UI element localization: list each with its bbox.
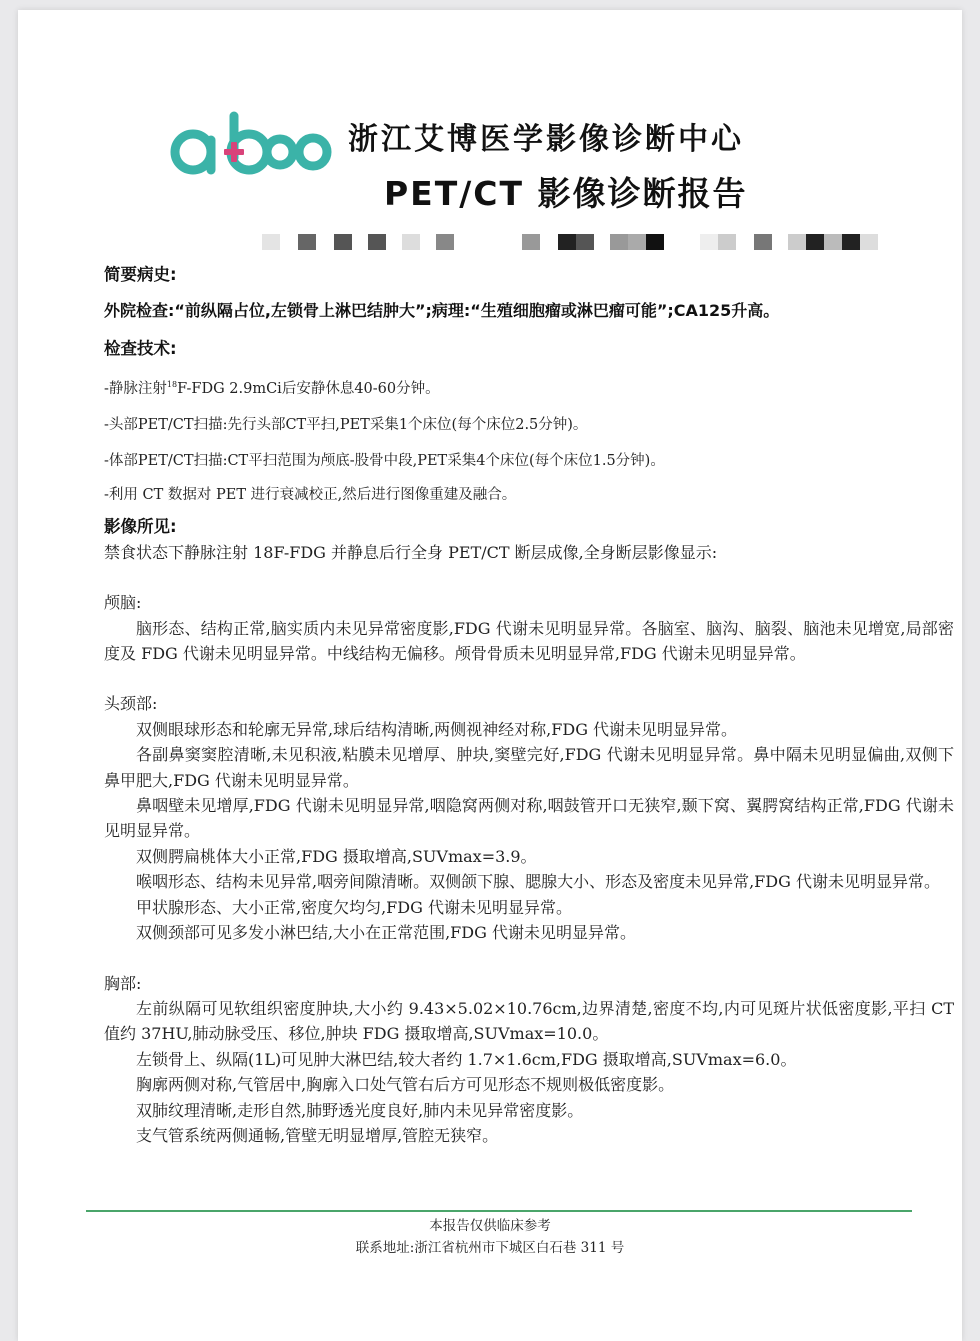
head-neck-paragraph-7: 双侧颈部可见多发小淋巴结,大小在正常范围,FDG 代谢未见明显异常。 bbox=[136, 923, 636, 943]
report-content bbox=[104, 262, 954, 1148]
technique-line-1 bbox=[104, 376, 954, 398]
footer bbox=[18, 1215, 962, 1259]
technique-heading: 检查技术: bbox=[104, 339, 177, 358]
technique-line-1-suffix: F-FDG 2.9mCi后安静休息40-60分钟。 bbox=[177, 380, 440, 397]
chest-paragraph-4: 双肺纹理清晰,走形自然,肺野透光度良好,肺内未见异常密度影。 bbox=[136, 1100, 584, 1120]
report-page bbox=[18, 10, 962, 1341]
isotope-superscript: 18 bbox=[166, 380, 178, 389]
redacted-patient-info bbox=[276, 234, 878, 254]
head-neck-paragraph-6: 甲状腺形态、大小正常,密度欠均匀,FDG 代谢未见明显异常。 bbox=[136, 897, 572, 917]
aboo-logo bbox=[168, 110, 333, 182]
technique-line-3: -体部PET/CT扫描:CT平扫范围为颅底-股骨中段,PET采集4个床位(每个床位1.5分钟)。 bbox=[104, 452, 665, 469]
footer-divider bbox=[86, 1210, 912, 1212]
brain-section-label: 颅脑: bbox=[104, 593, 142, 613]
chest-paragraph-5: 支气管系统两侧通畅,管壁无明显增厚,管腔无狭窄。 bbox=[136, 1125, 499, 1145]
history-text: 外院检查:“前纵隔占位,左锁骨上淋巴结肿大”;病理:“生殖细胞瘤或淋巴瘤可能”;CA125升高。 bbox=[104, 301, 780, 320]
history-heading: 简要病史: bbox=[104, 265, 177, 284]
head-neck-paragraph-4: 双侧腭扁桃体大小正常,FDG 摄取增高,SUVmax=3.9。 bbox=[136, 846, 537, 866]
head-neck-paragraph-3: 鼻咽壁未见增厚,FDG 代谢未见明显异常,咽隐窝两侧对称,咽鼓管开口无狭窄,颞下窝、翼腭窝结构正常,FDG 代谢未见明显异常。 bbox=[104, 796, 954, 841]
findings-heading: 影像所见: bbox=[104, 516, 177, 536]
chest-paragraph-3: 胸廓两侧对称,气管居中,胸廓入口处气管右后方可见形态不规则极低密度影。 bbox=[136, 1075, 675, 1095]
chest-section-label: 胸部: bbox=[104, 973, 142, 993]
head-neck-paragraph-5: 喉咽形态、结构未见异常,咽旁间隙清晰。双侧颌下腺、腮腺大小、形态及密度未见异常,FDG 代谢未见明显异常。 bbox=[136, 872, 940, 892]
technique-line-4: -利用 CT 数据对 PET 进行衰减校正,然后进行图像重建及融合。 bbox=[104, 486, 517, 503]
header-title-block bbox=[348, 114, 748, 215]
technique-line-2: -头部PET/CT扫描:先行头部CT平扫,PET采集1个床位(每个床位2.5分钟)。 bbox=[104, 416, 588, 433]
org-name: 浙江艾博医学影像诊断中心 bbox=[348, 122, 744, 157]
chest-paragraph-1: 左前纵隔可见软组织密度肿块,大小约 9.43×5.02×10.76cm,边界清楚,密度不均,内可见斑片状低密度影,平扫 CT 值约 37HU,肺动脉受压、移位,肿块 FDG 摄取增高,SUVmax=10.0。 bbox=[104, 998, 954, 1044]
footer-note: 本报告仅供临床参考 bbox=[429, 1218, 551, 1234]
head-neck-paragraph-1: 双侧眼球形态和轮廓无异常,球后结构清晰,两侧视神经对称,FDG 代谢未见明显异常。 bbox=[136, 719, 738, 739]
footer-address: 联系地址:浙江省杭州市下城区白石巷 311 号 bbox=[355, 1240, 625, 1256]
findings-intro: 禁食状态下静脉注射 18F-FDG 并静息后行全身 PET/CT 断层成像,全身断层影像显示: bbox=[104, 542, 718, 562]
technique-line-1-prefix: -静脉注射 bbox=[104, 380, 167, 397]
brain-paragraph-1: 脑形态、结构正常,脑实质内未见异常密度影,FDG 代谢未见明显异常。各脑室、脑沟、脑裂、脑池未见增宽,局部密度及 FDG 代谢未见明显异常。中线结构无偏移。颅骨骨质未见明显异常,FDG 代谢未见明显异常。 bbox=[104, 618, 954, 664]
report-title: PET/CT 影像诊断报告 bbox=[384, 174, 748, 213]
head-neck-paragraph-2: 各副鼻窦窦腔清晰,未见积液,粘膜未见增厚、肿块,窦壁完好,FDG 代谢未见明显异常。鼻中隔未见明显偏曲,双侧下鼻甲肥大,FDG 代谢未见明显异常。 bbox=[104, 745, 954, 790]
head-neck-section-label: 头颈部: bbox=[104, 694, 158, 714]
chest-paragraph-2: 左锁骨上、纵隔(1L)可见肿大淋巴结,较大者约 1.7×1.6cm,FDG 摄取增高,SUVmax=6.0。 bbox=[136, 1049, 797, 1069]
